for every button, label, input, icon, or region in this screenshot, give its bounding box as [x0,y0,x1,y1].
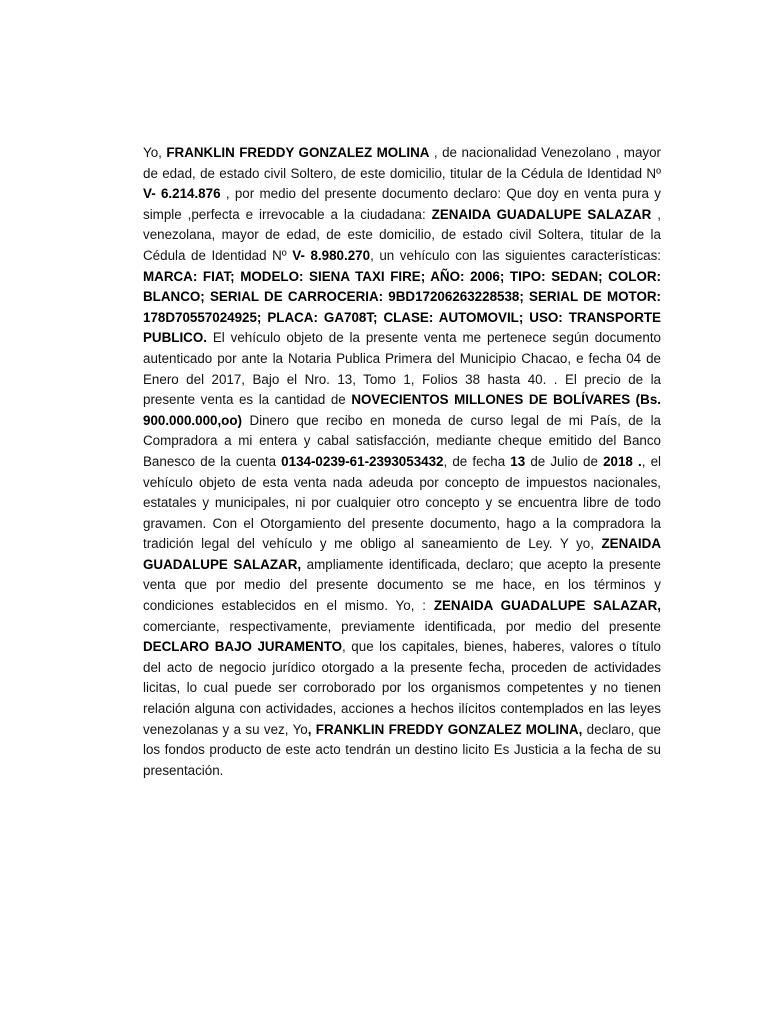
payment-year: 2018 . [603,453,642,469]
text-segment: , por medio del presente documento declaro: Que doy en venta pura y simple ,perfecta e irrevocable a la ciudadana: [143,186,661,222]
text-segment: , un vehículo con las siguientes características: [370,247,661,263]
sworn-declaration: DECLARO BAJO JURAMENTO [143,639,343,655]
text-segment: , que los capitales, bienes, haberes, valores o título del acto de negocio jurídico otorgado a la presente fecha, proceden de actividades licitas, lo cual puede ser corroborado por los organismos competentes y no tienen relación alguna con actividades, acciones a hechos ilícitos contemplados en las leyes venezolanas y a su vez, Yo [143,639,661,737]
document-body [143,143,661,781]
seller-id-number: V- 6.214.876 [143,186,221,202]
sale-price: NOVECIENTOS MILLONES DE BOLÍVARES (Bs. 900.000.000,oo) [143,392,661,428]
text-segment: , de fecha [443,453,511,469]
vehicle-specifications: MARCA: FIAT; MODELO: SIENA TAXI FIRE; AÑO: 2006; TIPO: SEDAN; COLOR: BLANCO; SERIAL DE CARROCERIA: 9BD17206263228538; SERIAL DE MOTOR: 178D70557024925; PLACA: GA708T; CLASE: AUTOMOVIL; USO: TRANSPORTE PUBLICO. [143,268,661,346]
buyer-name-declaration: ZENAIDA GUADALUPE SALAZAR, [433,598,661,614]
text-segment: El vehículo objeto de la presente venta me pertenece según documento autenticado por ante la Notaria Publica Primera del Municipio Chacao, e fecha 04 de Enero del 2017, Bajo el Nro. 13, Tomo 1, Folios 38 hasta 40. . El precio de la presente venta es la cantidad de [143,330,661,408]
text-segment: ampliamente identificada, declaro; que acepto la presente venta que por medio del presente documento se me hace, en los términos y condiciones establecidos en el mismo. Yo, : [143,556,661,614]
seller-name-declaration: , FRANKLIN FREDDY GONZALEZ MOLINA, [307,721,583,737]
seller-name: FRANKLIN FREDDY GONZALEZ MOLINA [166,145,430,160]
buyer-id-number: V- 8.980.270 [292,247,371,263]
text-segment: comerciante, respectivamente, previamente identificada, por medio del presente [143,618,661,634]
bank-account-number: 0134-0239-61-2393053432 [281,453,444,469]
payment-day: 13 [510,453,526,469]
buyer-name: ZENAIDA GUADALUPE SALAZAR [431,206,652,222]
buyer-name-acceptance: ZENAIDA GUADALUPE SALAZAR, [143,536,661,572]
text-segment: , venezolana, mayor de edad, de este domicilio, de estado civil Soltera, titular de la Cédula de Identidad Nº [143,206,661,263]
text-segment: declaro, que los fondos producto de este acto tendrán un destino licito Es Justicia a la fecha de su presentación. [143,721,661,778]
text-segment: , el vehículo objeto de esta venta nada adeuda por concepto de impuestos nacionales, estatales y municipales, ni por cualquier otro concepto y se encuentra libre de todo gravamen. Con el Otorgamiento del presente documento, hago a la compradora la tradición legal del vehículo y me obligo al saneamiento de Ley. Y yo, [143,453,661,552]
text-segment: Dinero que recibo en moneda de curso legal de mi País, de la Compradora a mi entera y cabal satisfacción, mediante cheque emitido del Banco Banesco de la cuenta [143,412,661,469]
text-segment: Yo, [143,145,167,160]
text-segment: , de nacionalidad Venezolano , mayor de edad, de estado civil Soltero, de este domicilio, titular de la Cédula de Identidad Nº [143,145,661,181]
text-segment: de Julio de [525,453,604,469]
